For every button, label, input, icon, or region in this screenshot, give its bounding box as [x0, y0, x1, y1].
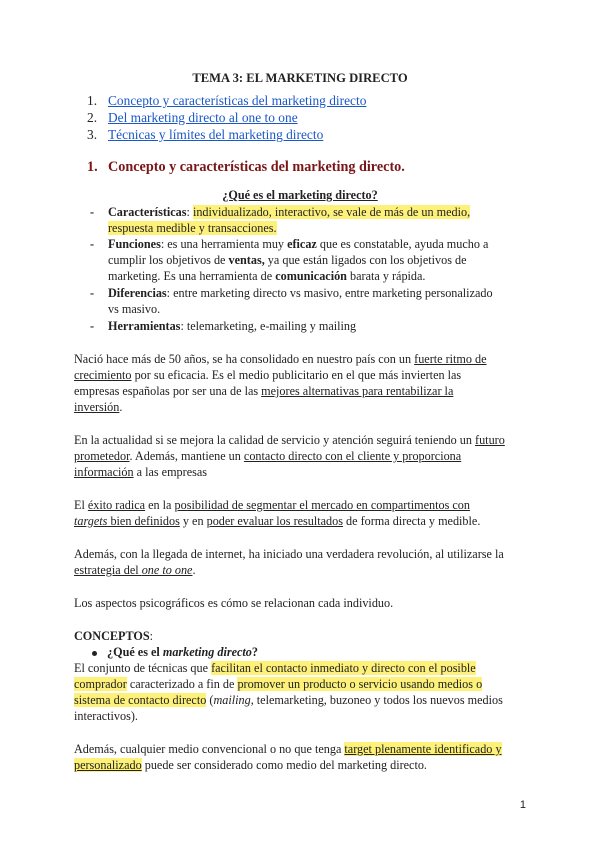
paragraph: Los aspectos psicográficos es cómo se relacionan cada individuo.: [74, 596, 394, 610]
list-item-cont: [108, 301, 160, 317]
text-line: [74, 708, 138, 724]
bullet-marker: -: [90, 286, 95, 300]
document-title: TEMA 3: EL MARKETING DIRECTO: [192, 71, 408, 85]
text-span: vs masivo.: [108, 302, 161, 316]
toc-item: [0, 109, 600, 126]
text-span: sistema de contacto directo: [74, 693, 207, 707]
list-item: [108, 204, 470, 220]
text-span: éxito radica: [87, 498, 146, 512]
text-span: respuesta medible y transacciones.: [108, 221, 277, 235]
text-line: [74, 464, 207, 480]
text-span: de forma directa y medible.: [342, 514, 481, 528]
page-number: 1: [519, 799, 526, 811]
text-span: CONCEPTOS: [74, 629, 150, 643]
text-line: [74, 497, 470, 513]
text-span: puede ser considerado como medio del marketing directo.: [141, 758, 427, 772]
conceptos-question: [92, 644, 258, 660]
bullet-marker: -: [90, 205, 95, 219]
text-line: [74, 676, 482, 692]
toc-link-one-to-one[interactable]: Del marketing directo al one to one: [108, 110, 298, 125]
text-span: crecimiento: [74, 368, 132, 382]
text-span: caracterizado a fin de: [126, 677, 238, 691]
text-span: targets: [74, 514, 108, 528]
text-span: inversión: [74, 400, 120, 414]
text-span: Características: [108, 205, 187, 219]
text-span: que es constatable, ayuda mucho a: [316, 237, 489, 251]
conceptos-heading: [74, 628, 153, 644]
text-span: target plenamente identificado y: [344, 742, 502, 756]
text-span: :: [186, 205, 193, 219]
text-line: [74, 399, 122, 415]
text-line: [74, 660, 476, 676]
text-span: Herramientas: [108, 319, 181, 333]
text-span: barata y rápida.: [346, 269, 426, 283]
section-heading-number: 1.: [87, 159, 98, 175]
text-span: Además, cualquier medio convencional o no que tenga: [74, 742, 345, 756]
text-span: comprador: [74, 677, 127, 691]
text-line: [74, 448, 461, 464]
text-line: [74, 383, 453, 399]
text-span: :: [149, 629, 154, 643]
text-span: 1.: [87, 93, 98, 108]
text-span: En la actualidad si se mejora la calidad de servicio y atención seguirá teniendo un: [74, 433, 476, 447]
text-span: marketing. Es una herramienta de: [108, 269, 276, 283]
toc-link-tecnicas[interactable]: Técnicas y límites del marketing directo: [108, 127, 324, 142]
text-span: fuerte ritmo de: [414, 352, 487, 366]
text-span: marketing directo: [162, 645, 252, 659]
text-span: : entre marketing directo vs masivo, entre marketing personalizado: [166, 286, 493, 300]
list-item: [108, 236, 488, 252]
bullet-marker: -: [90, 237, 95, 251]
text-span: en la: [145, 498, 175, 512]
toc-link-concepto[interactable]: Concepto y características del marketing directo: [108, 93, 367, 108]
text-span: Nació hace más de 50 años, se ha consolidado en nuestro país con un: [74, 352, 415, 366]
question-heading: ¿Qué es el marketing directo?: [222, 188, 378, 202]
list-item: [108, 285, 493, 301]
text-span: bien definidos: [107, 514, 180, 528]
text-span: poder evaluar los resultados: [206, 514, 343, 528]
text-span: Funciones: [108, 237, 161, 251]
text-span: (: [206, 693, 214, 707]
text-line: [74, 757, 427, 773]
text-span: futuro: [475, 433, 505, 447]
text-span: a las empresas: [133, 465, 208, 479]
text-line: [74, 692, 503, 708]
text-span: one to one: [141, 563, 193, 577]
list-item-cont: [108, 268, 425, 284]
text-span: Diferencias: [108, 286, 167, 300]
text-span: interactivos).: [74, 709, 138, 723]
text-span: información: [74, 465, 134, 479]
text-span: personalizado: [74, 758, 142, 772]
text-line: [74, 513, 480, 529]
text-span: facilitan el contacto inmediato y directo con el posible: [211, 661, 476, 675]
text-span: cumplir los objetivos de: [108, 253, 229, 267]
text-span: .: [119, 400, 123, 414]
text-span: : telemarketing, e-mailing y mailing: [180, 319, 357, 333]
section-heading: Concepto y características del marketing directo.: [108, 159, 405, 175]
text-span: ?: [251, 645, 258, 659]
list-item-cont: [108, 220, 277, 236]
text-span: ¿Qué es el: [107, 645, 163, 659]
text-span: contacto directo con el cliente y proporciona: [243, 449, 462, 463]
text-line: [74, 351, 487, 367]
text-line: [74, 546, 504, 562]
text-span: por su eficacia. Es el medio publicitario en el que más invierten las: [131, 368, 462, 382]
toc-item: [0, 126, 600, 143]
text-span: prometedor: [74, 449, 130, 463]
text-span: empresas españolas por ser una de las: [74, 384, 262, 398]
text-span: . Además, mantiene un: [129, 449, 244, 463]
text-span: : es una herramienta muy: [160, 237, 288, 251]
text-line: [74, 432, 505, 448]
text-span: mailing: [213, 693, 251, 707]
toc-item: [0, 92, 600, 109]
text-span: y en: [179, 514, 207, 528]
text-span: Además, con la llegada de internet, ha iniciado una verdadera revolución, al utilizarse la: [74, 547, 504, 561]
text-span: El: [74, 498, 88, 512]
list-item-cont: [108, 252, 466, 268]
bullet-marker: -: [90, 319, 95, 333]
bullet-dot-icon: [92, 651, 97, 656]
text-span: 2.: [87, 110, 98, 125]
text-line: [74, 741, 502, 757]
text-span: El conjunto de técnicas que: [74, 661, 212, 675]
text-span: 3.: [87, 127, 98, 142]
text-span: ventas,: [228, 253, 265, 267]
text-line: [74, 562, 196, 578]
text-span: .: [192, 563, 196, 577]
text-span: individualizado, interactivo, se vale de más de un medio,: [192, 205, 471, 219]
text-span: promover un producto o servicio usando medios o: [237, 677, 483, 691]
text-span: , telemarketing, buzoneo y todos los nuevos medios: [250, 693, 503, 707]
text-span: mejores alternativas para rentabilizar la: [261, 384, 454, 398]
list-item: [108, 318, 356, 334]
text-span: eficaz: [287, 237, 317, 251]
text-line: [74, 367, 461, 383]
text-span: comunicación: [275, 269, 347, 283]
text-span: ya que están ligados con los objetivos de: [264, 253, 467, 267]
text-span: posibilidad de segmentar el mercado en compartimentos con: [174, 498, 470, 512]
text-span: estrategia del: [74, 563, 142, 577]
